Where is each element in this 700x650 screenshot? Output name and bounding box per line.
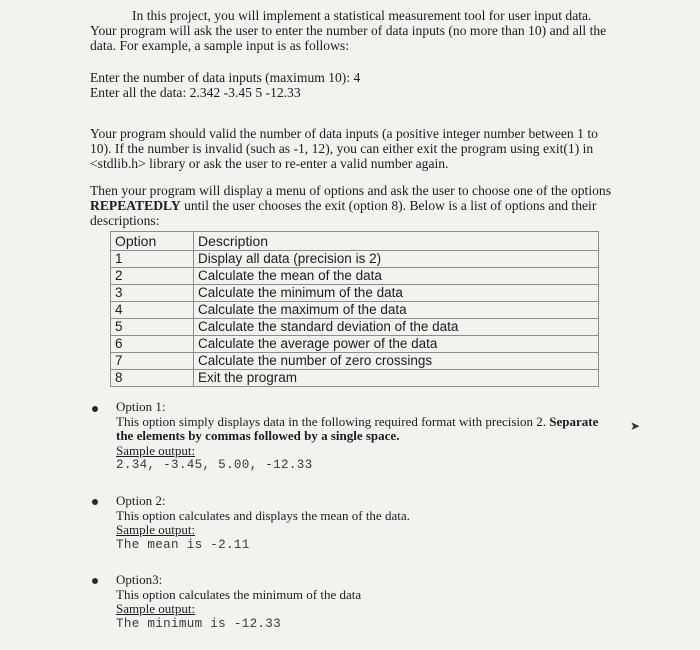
option-description: Exit the program bbox=[194, 370, 599, 387]
option-3-section bbox=[116, 573, 656, 632]
options-table bbox=[110, 231, 599, 387]
validation-line-3: <stdlib.h> library or ask the user to re-enter a valid number again. bbox=[90, 156, 449, 172]
option-1-text-2 bbox=[116, 429, 656, 444]
option-1-sample-label: Sample output: bbox=[116, 442, 196, 458]
option-3-sample-label: Sample output: bbox=[116, 601, 196, 616]
table-row bbox=[111, 319, 599, 336]
menu-line-3: descriptions: bbox=[90, 213, 160, 229]
bullet-icon bbox=[92, 499, 98, 505]
validation-line-2: 10). If the number is invalid (such as -1, 12), you can either exit the program using exit(1) in bbox=[90, 141, 594, 157]
table-row bbox=[111, 302, 599, 319]
cursor-icon: ➤ bbox=[630, 419, 641, 433]
table-row bbox=[111, 285, 599, 302]
table-row bbox=[111, 268, 599, 285]
option-2-section bbox=[116, 494, 656, 553]
option-number: 2 bbox=[111, 268, 194, 285]
option-description: Calculate the average power of the data bbox=[194, 336, 599, 353]
header-option: Option bbox=[111, 232, 194, 251]
option-1-desc: This option simply displays data in the following required format with precision 2. bbox=[116, 413, 547, 429]
option-number: 4 bbox=[111, 302, 194, 319]
option-3-sample-output: The minimum is -12.33 bbox=[116, 616, 282, 631]
sample-input-line-1: Enter the number of data inputs (maximum 10): 4 bbox=[90, 70, 361, 85]
option-description: Calculate the mean of the data bbox=[194, 268, 599, 285]
intro-line-2: Your program will ask the user to enter the number of data inputs (no more than 10) and all the bbox=[90, 23, 607, 39]
option-description: Calculate the minimum of the data bbox=[194, 285, 599, 302]
option-number: 1 bbox=[111, 251, 194, 268]
option-1-bold-b: the elements by commas followed by a single space. bbox=[116, 428, 400, 443]
option-description: Calculate the standard deviation of the data bbox=[194, 319, 599, 336]
bullet-icon bbox=[92, 406, 98, 412]
option-description: Display all data (precision is 2) bbox=[194, 251, 599, 268]
option-2-desc: This option calculates and displays the mean of the data. bbox=[116, 507, 410, 523]
option-number: 7 bbox=[111, 353, 194, 370]
option-number: 6 bbox=[111, 336, 194, 353]
menu-line-2 bbox=[90, 198, 650, 213]
option-3-title: Option3: bbox=[116, 572, 163, 587]
option-description: Calculate the number of zero crossings bbox=[194, 353, 599, 370]
table-header-row bbox=[111, 232, 599, 251]
menu-paragraph bbox=[90, 183, 650, 229]
sample-input-block bbox=[90, 70, 650, 100]
intro-paragraph bbox=[90, 8, 650, 54]
validation-paragraph bbox=[90, 126, 650, 172]
option-1-section bbox=[116, 400, 656, 473]
intro-line-3: data. For example, a sample input is as follows: bbox=[90, 38, 349, 54]
bullet-icon bbox=[92, 578, 98, 584]
table-row bbox=[111, 251, 599, 268]
intro-line-1: In this project, you will implement a statistical measurement tool for user input data. bbox=[132, 8, 592, 23]
option-1-text bbox=[116, 415, 656, 430]
option-number: 5 bbox=[111, 319, 194, 336]
validation-line-1: Your program should valid the number of data inputs (a positive integer number between 1 to bbox=[90, 126, 598, 141]
header-description: Description bbox=[194, 232, 599, 251]
option-number: 3 bbox=[111, 285, 194, 302]
option-2-title: Option 2: bbox=[116, 493, 166, 508]
option-description: Calculate the maximum of the data bbox=[194, 302, 599, 319]
option-2-sample-label: Sample output: bbox=[116, 522, 196, 537]
option-1-bold-a: Separate bbox=[549, 413, 599, 429]
menu-line-1: Then your program will display a menu of options and ask the user to choose one of the options bbox=[90, 183, 611, 198]
option-2-sample-output: The mean is -2.11 bbox=[116, 537, 250, 552]
menu-repeatedly: REPEATEDLY bbox=[90, 198, 181, 214]
option-3-desc: This option calculates the minimum of the data bbox=[116, 586, 362, 602]
sample-input-line-2: Enter all the data: 2.342 -3.45 5 -12.33 bbox=[90, 85, 301, 101]
table-row bbox=[111, 336, 599, 353]
option-1-sample-output: 2.34, -3.45, 5.00, -12.33 bbox=[116, 458, 313, 472]
option-number: 8 bbox=[111, 370, 194, 387]
menu-line-2-rest: until the user chooses the exit (option 8). Below is a list of options and their bbox=[184, 198, 597, 214]
option-1-title: Option 1: bbox=[116, 399, 166, 414]
table-row bbox=[111, 353, 599, 370]
table-row bbox=[111, 370, 599, 387]
